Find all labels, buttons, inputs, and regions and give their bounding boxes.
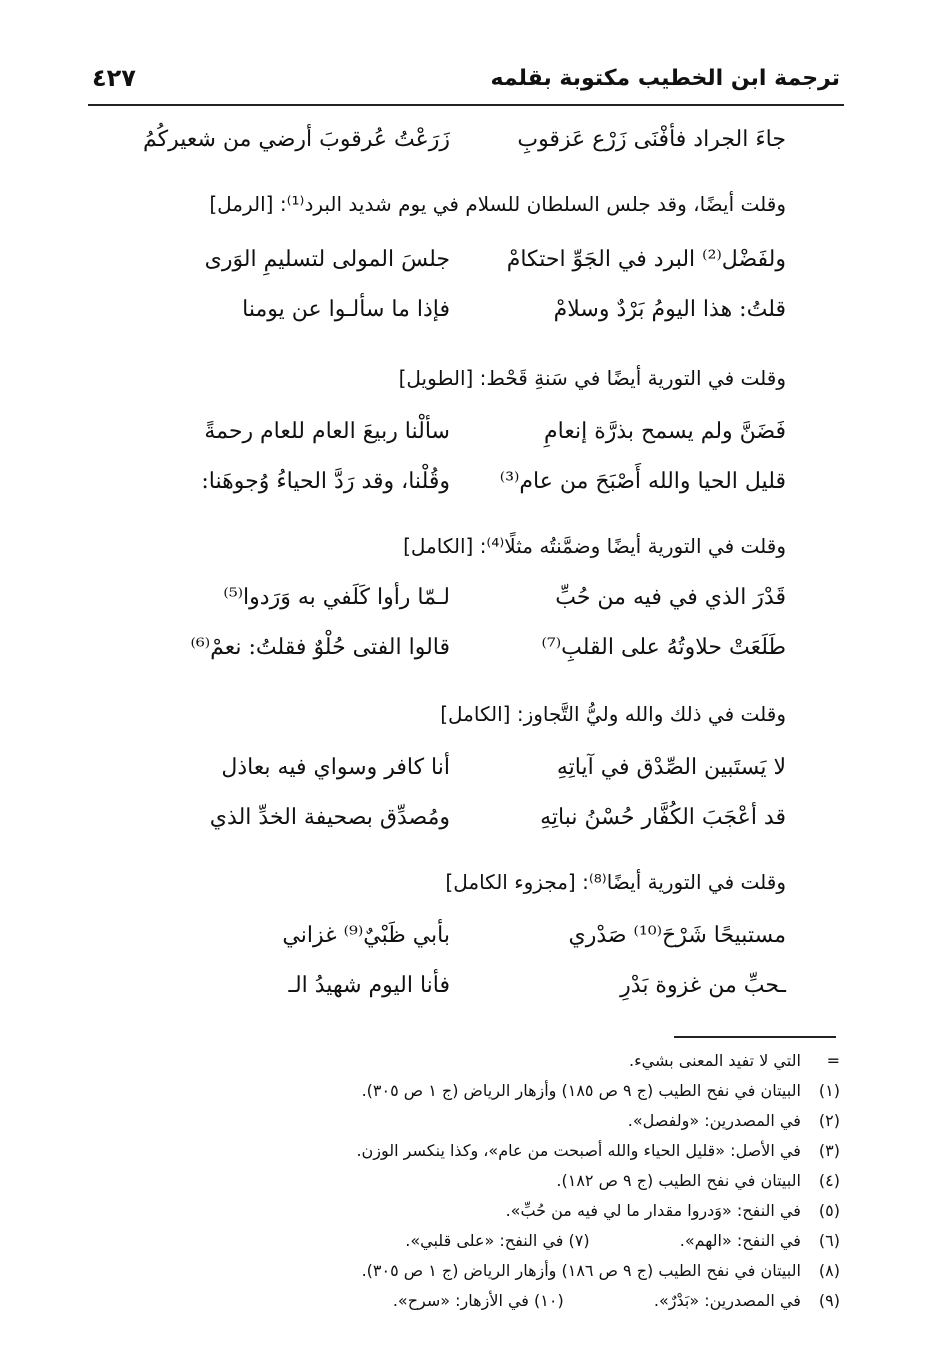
footnote-marker: (٣): [818, 1141, 840, 1160]
footnote: [120, 1046, 840, 1076]
footnote-marker: (٨): [818, 1261, 840, 1280]
footnote-text: البيتان في نفح الطيب (ج ٩ ص ١٨٦) وأزهار الرياض (ج ١ ص ٣٠٥).: [361, 1261, 801, 1280]
footnote-text: البيتان في نفح الطيب (ج ٩ ص ١٨٢).: [556, 1171, 801, 1190]
verse-line: [160, 578, 786, 618]
verse-second-hemistich: قد أعْجَبَ الكُفَّار حُسْنُ نباتِهِ: [540, 805, 786, 830]
verse-second-hemistich: قليل الحيا والله أَصْبَحَ من عام⁽³⁾: [499, 469, 786, 494]
running-title: ترجمة ابن الخطيب مكتوبة بقلمه: [490, 66, 840, 91]
footnote-text: في المصدرين: «بَدْرٌ».: [653, 1291, 801, 1310]
verse-first-hemistich: فإذا ما سألـوا عن يومنا: [242, 297, 450, 322]
verse-line: [160, 412, 786, 452]
verse-second-hemistich: ـحبِّ من غزوة بَدْرِ: [620, 973, 786, 998]
footnote-text: البيتان في نفح الطيب (ج ٩ ص ١٨٥) وأزهار الرياض (ج ١ ص ٣٠٥).: [361, 1081, 801, 1100]
footnote-marker: (٦): [818, 1231, 840, 1250]
verse-second-hemistich: فَضَنَّ ولم يسمح بذرَّة إنعامِ: [544, 419, 786, 444]
verse-first-hemistich: سألْنا ربيعَ العام للعام رحمةً: [204, 419, 450, 444]
prose-line: وقلت في التورية أيضًا في سَنةِ قَحْط: [الطويل]: [398, 366, 786, 390]
verse-line: [160, 462, 786, 502]
verse-first-hemistich: جلسَ المولى لتسليمِ الوَرى: [204, 247, 450, 272]
verse-line: [160, 798, 786, 838]
footnote-text: في النفح: «وَدروا مقدار ما لي فيه من حُبِّ».: [505, 1201, 801, 1220]
footnote: [120, 1196, 840, 1226]
verse-second-hemistich: قلتُ: هذا اليومُ بَرْدٌ وسلامْ: [553, 297, 786, 322]
verse-second-hemistich: قَدْرَ الذي في فيه من حُبِّ: [555, 585, 786, 610]
footnote-extra: (١٠) في الأزهار: «سرح».: [392, 1291, 564, 1310]
verse-line: [160, 916, 786, 956]
verse-second-hemistich: ولفَضْل⁽²⁾ البرد في الجَوِّ احتكامْ: [506, 247, 786, 272]
verse-second-hemistich: طَلَعَتْ حلاوتُهُ على القلبِ⁽⁷⁾: [541, 635, 786, 660]
verse-line: [160, 748, 786, 788]
verse-line: [160, 628, 786, 668]
footnote-text: في النفح: «الهم».: [679, 1231, 801, 1250]
footnote-text: في المصدرين: «ولفصل».: [627, 1111, 801, 1130]
verse-first-hemistich: قالوا الفتى حُلْوٌ فقلتُ: نعمْ⁽⁶⁾: [190, 635, 450, 660]
footnote: [120, 1226, 840, 1256]
footnote-marker: (٢): [818, 1111, 840, 1130]
verse-first-hemistich: أنا كافر وسواي فيه بعاذل: [221, 755, 450, 780]
prose-line: وقلت في ذلك والله وليُّ التَّجاوز: [الكامل]: [440, 702, 786, 726]
verse-first-hemistich: فأنا اليوم شهيدُ الـ: [288, 973, 450, 998]
verse-line: [142, 120, 786, 160]
page-number: ٤٢٧: [92, 64, 136, 92]
footnote: [120, 1076, 840, 1106]
footnote: [120, 1106, 840, 1136]
verse-second-hemistich: جاءَ الجراد فأفْنَى زَرْع عَزقوبِ: [517, 127, 786, 152]
footnote: [120, 1136, 840, 1166]
verse-second-hemistich: مستبيحًا شَرْحَ⁽¹⁰⁾ صَدْري: [568, 923, 786, 948]
verse-line: [160, 290, 786, 330]
footnotes: [120, 1046, 840, 1316]
verse-first-hemistich: وقُلْنا، وقد رَدَّ الحياءُ وُجوهَنا:: [201, 469, 450, 494]
footnote-text: في الأصل: «قليل الحياء والله أصبحت من عام»، وكذا ينكسر الوزن.: [356, 1141, 801, 1160]
footnote-extra: (٧) في النفح: «على قلبي».: [405, 1231, 590, 1250]
verse-line: [160, 240, 786, 280]
prose-line: وقلت في التورية أيضًا⁽⁸⁾: [مجزوء الكامل]: [445, 870, 786, 894]
footnote-rule: [674, 1036, 836, 1038]
footnote-marker: (١): [818, 1081, 840, 1100]
footnote-marker: (٤): [818, 1171, 840, 1190]
prose-line: وقلت أيضًا، وقد جلس السلطان للسلام في يوم شديد البرد⁽¹⁾: [الرمل]: [209, 192, 786, 216]
verse-second-hemistich: لا يَستَبين الصِّدْق في آياتِهِ: [556, 755, 786, 780]
footnote-marker: (٥): [818, 1201, 840, 1220]
prose-line: وقلت في التورية أيضًا وضمَّنتُه مثلًا⁽⁴⁾: [الكامل]: [403, 534, 786, 558]
verse-first-hemistich: ومُصدِّق بصحيفة الخدِّ الذي: [209, 805, 450, 830]
verse-line: [160, 966, 786, 1006]
verse-first-hemistich: بأبي ظَبْيٌ⁽⁹⁾ غزاني: [282, 923, 450, 948]
footnote-text: التي لا تفيد المعنى بشيء.: [629, 1051, 801, 1070]
footnote: [120, 1256, 840, 1286]
footnote: [120, 1166, 840, 1196]
footnote-marker: =: [826, 1051, 840, 1070]
verse-first-hemistich: لـمّا رأوا كَلَفي به وَرَدوا⁽⁵⁾: [223, 585, 450, 610]
verse-first-hemistich: زَرَعْتُ عُرقوبَ أرضي من شعيركُمُ: [142, 127, 450, 152]
header-rule: [88, 104, 844, 106]
footnote: [120, 1286, 840, 1316]
footnote-marker: (٩): [818, 1291, 840, 1310]
